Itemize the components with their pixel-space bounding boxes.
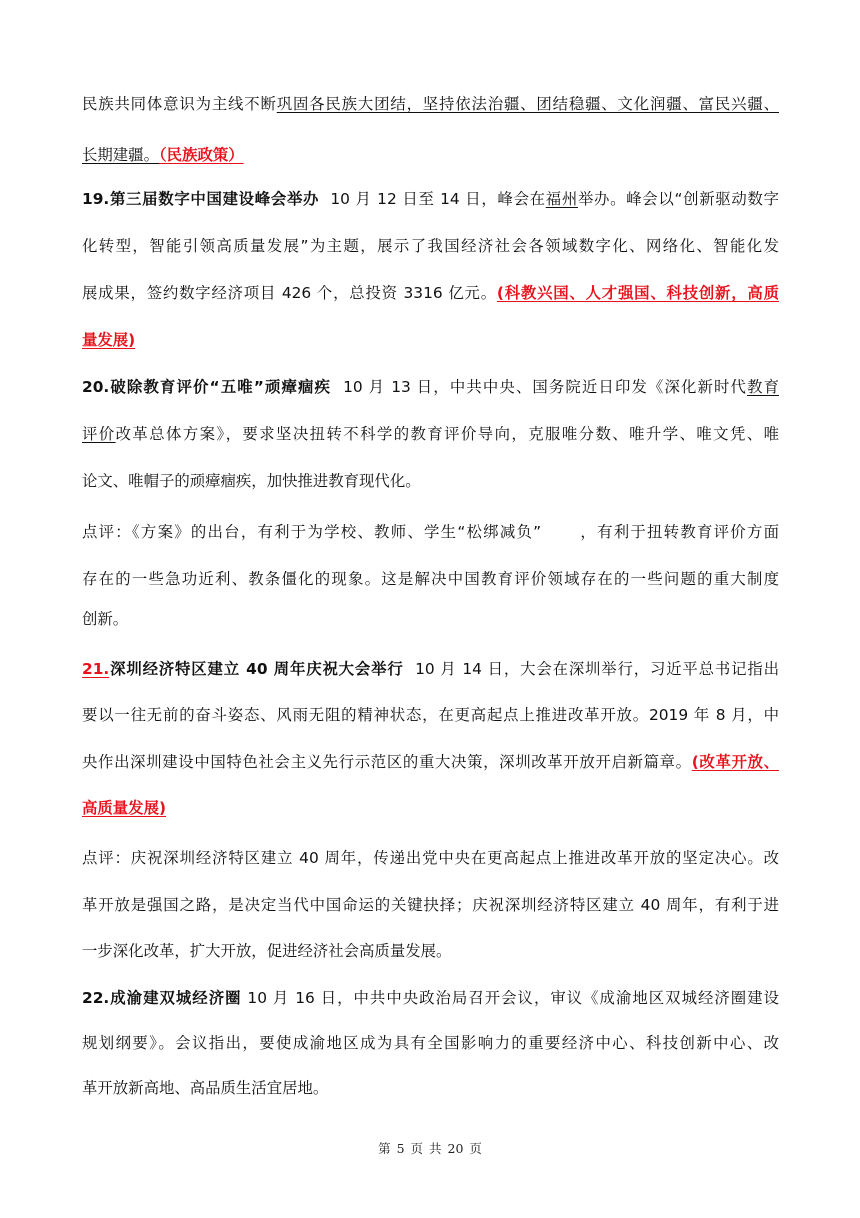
document-page: 民族共同体意识为主线不断巩固各民族大团结，坚持依法治疆、团结稳疆、文化润疆、富民兴疆、 长期建疆。（民族政策） 19.第三届数字中国建设峰会举办 10 月 12 日至 14 日，峰会在福州举办。峰会以“创新驱动数字 化转型，智能引领高质量发展”为主题，展示了我国经济社会各领域数字化、网络化、智能化发 展成果，签约数字经济项目 426 个，总投资 3316 亿元。(科教兴国、人才强国、科技创新，高质 量发展) 20.破除教育评价“五唯”顽瘴痼疾 10 月 13 日，中共中央、国务院近日印发《深化新时代教育 评价改革总体方案》，要求坚决扭转不科学的教育评价导向，克服唯分数、唯升学、唯文凭、唯 论文、唯帽子的顽瘴痼疾，加快推进教育现代化。 点评：《方案》的出台，有利于为学校、教师、学生“松绑减负” ，有利于扭转教育评价方面 存在的一些急功近利、教条僵化的现象。这是解决中国教育评价领域存在的一些问题的重大制度 创新。 21.深圳经济特区建立 40 周年庆祝大会举行 10 月 14 日，大会在深圳举行，习近平总书记指出 要以一往无前的奋斗姿态、风雨无阻的精神状态，在更高起点上推进改革开放。2019 年 8 月，中 央作出深圳建设中国特色社会主义先行示范区的重大决策，深圳改革开放开启新篇章。(改革开放、 高质量发展) 点评：庆祝深圳经济特区建立 40 周年，传递出党中央在更高起点上推进改革开放的坚定决心。改 革开放是强国之路，是决定当代中国命运的关键抉择；庆祝深圳经济特区建立 40 周年，有利于进 一步深化改革，扩大开放，促进经济社会高质量发展。 22.成渝建双城经济圈 10 月 16 日，中共中央政治局召开会议，审议《成渝地区双城经济圈建设 规划纲要》。会议指出，要使成渝地区成为具有全国影响力的重要经济中心、科技创新中心、改 革开放新高地、高品质生活宜居地。 第 5 页 共 20 页 (0, 0, 860, 1218)
paragraph-top-end: 长期建疆。（民族政策） (82, 146, 244, 164)
item-title: 20.破除教育评价“五唯”顽瘴痼疾 (82, 378, 332, 396)
news-item-20: 20.破除教育评价“五唯”顽瘴痼疾 10 月 13 日，中共中央、国务院近日印发《深化新时代教育 (82, 378, 779, 396)
policy-tag: （民族政策） (158, 146, 244, 164)
page-total: 20 (447, 1141, 464, 1156)
page-footer: 第 5 页 共 20 页 (378, 1141, 482, 1156)
news-item-22: 22.成渝建双城经济圈 10 月 16 日，中共中央政治局召开会议，审议《成渝地区双城经济圈建设 (82, 989, 779, 1007)
comment-21: 点评：庆祝深圳经济特区建立 40 周年，传递出党中央在更高起点上推进改革开放的坚定决心。改 (82, 849, 779, 867)
item-title: 19.第三届数字中国建设峰会举办 (82, 190, 320, 208)
comment-20: 点评：《方案》的出台，有利于为学校、教师、学生“松绑减负” ，有利于扭转教育评价方面 (82, 523, 779, 541)
policy-tag: (科教兴国、人才强国、科技创新，高质 (496, 284, 779, 302)
item-number: 21. (82, 660, 110, 678)
news-item-19: 19.第三届数字中国建设峰会举办 10 月 12 日至 14 日，峰会在福州举办。峰会以“创新驱动数字 (82, 190, 779, 208)
paragraph-line: 民族共同体意识为主线不断巩固各民族大团结，坚持依法治疆、团结稳疆、文化润疆、富民兴疆、 (82, 95, 779, 113)
policy-tag: (改革开放、 (691, 753, 779, 771)
item-title: 22.成渝建双城经济圈 (82, 989, 242, 1007)
policy-tag: 高质量发展) (82, 799, 166, 817)
news-item-21: 21.深圳经济特区建立 40 周年庆祝大会举行 10 月 14 日，大会在深圳举行，习近平总书记指出 (82, 660, 779, 678)
page-number: 5 (396, 1141, 405, 1156)
paragraph-top (82, 93, 779, 116)
policy-tag: 量发展) (82, 331, 136, 349)
item-title: 深圳经济特区建立 40 周年庆祝大会举行 (109, 660, 404, 678)
